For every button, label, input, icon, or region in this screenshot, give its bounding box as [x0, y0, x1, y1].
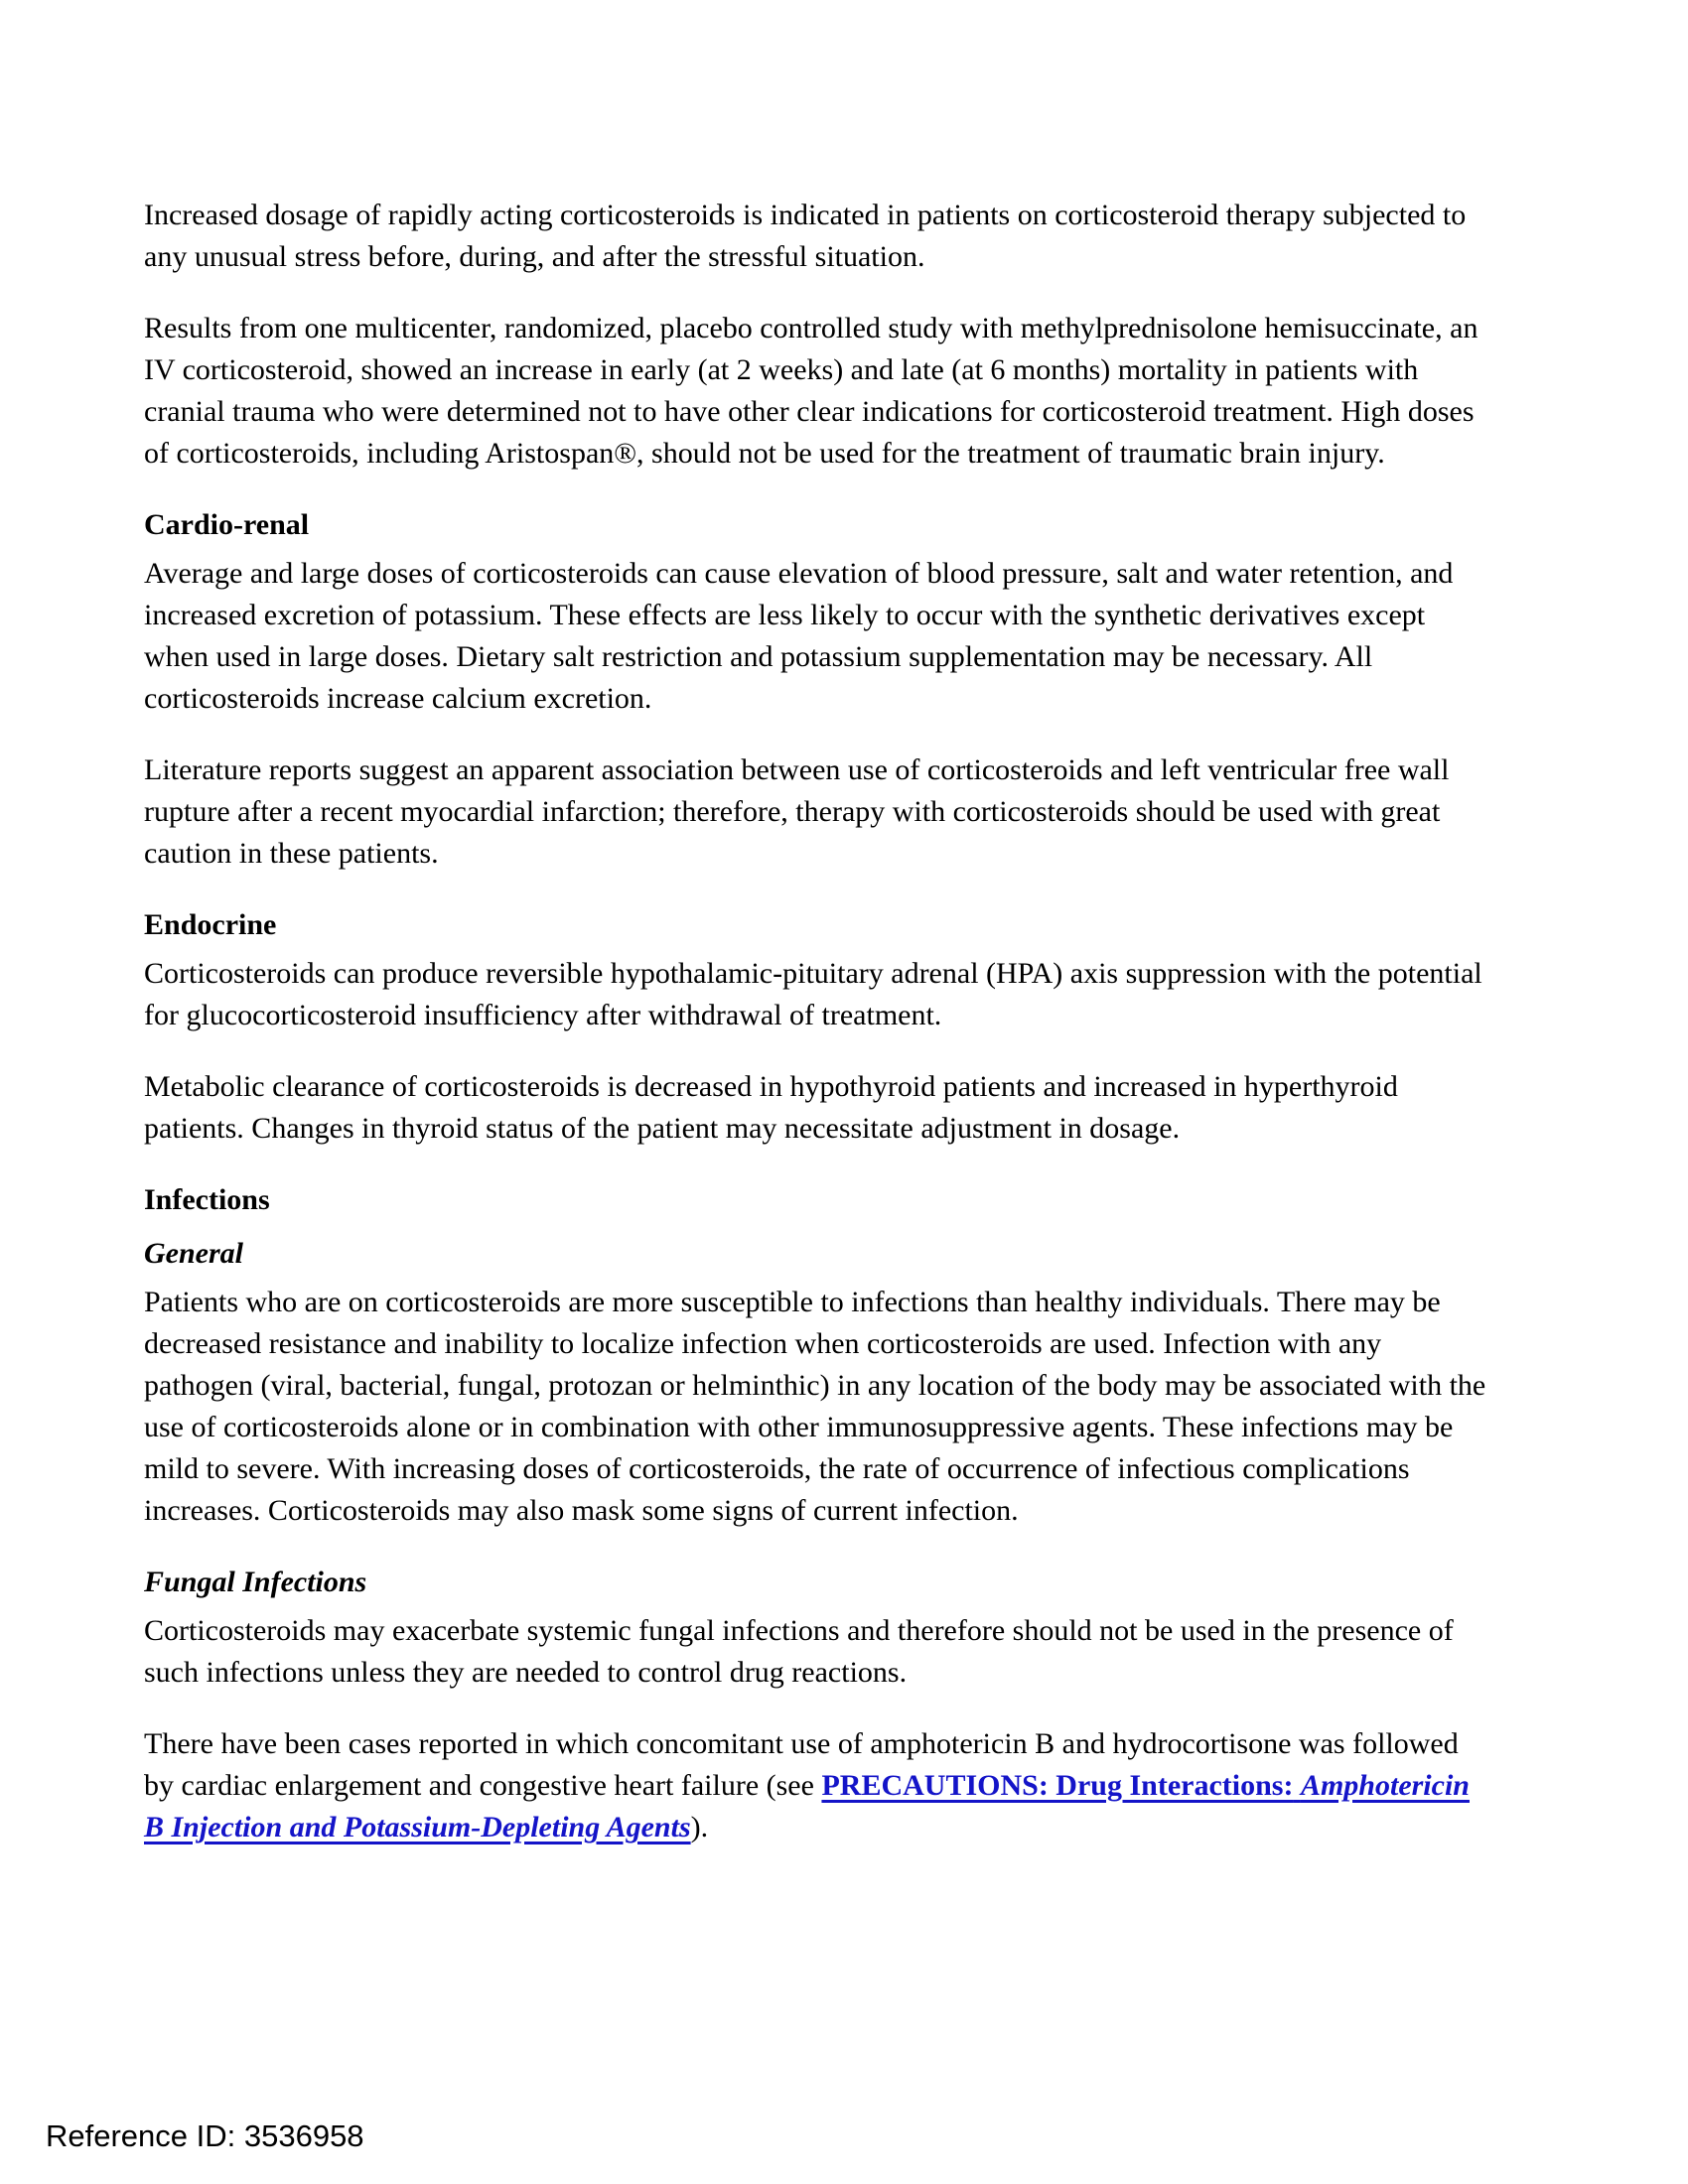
document-body [144, 195, 1494, 1878]
paragraph-cardio-renal-literature: Literature reports suggest an apparent association between use of corticosteroids and left ventricular free wall rupture after a recent myocardial infarction; therefore, therapy with corticosteroids should be used with great caution in these patients. [144, 753, 1450, 870]
paragraph-increased-dosage: Increased dosage of rapidly acting corticosteroids is indicated in patients on corticosteroid therapy subjected to any unusual stress before, during, and after the stressful situation. [144, 199, 1467, 273]
reference-id-label: Reference ID: 3536958 [46, 2118, 364, 2153]
paragraph-cardio-renal-doses: Average and large doses of corticosteroids can cause elevation of blood pressure, salt and water retention, and increased excretion of potassium. These effects are less likely to occur with the synthetic derivatives except when used in large doses. Dietary salt restriction and potassium supplementation may be necessary. All corticosteroids increase calcium excretion. [144, 557, 1454, 715]
heading-endocrine: Endocrine [144, 908, 277, 941]
amphotericin-text: There have been cases reported in which concomitant use of amphotericin B and hydrocortisone was followed by cardiac enlargement and congestive heart failure (see [144, 1727, 1459, 1802]
subheading-fungal-infections: Fungal Infections [144, 1566, 367, 1598]
paragraph-endocrine-metabolic: Metabolic clearance of corticosteroids is decreased in hypothyroid patients and increased in hyperthyroid patients. Changes in thyroid status of the patient may necessitate adjustment in dosage. [144, 1070, 1398, 1145]
paragraph-endocrine-hpa: Corticosteroids can produce reversible hypothalamic-pituitary adrenal (HPA) axis suppression with the potential for glucocorticosteroid insufficiency after withdrawal of treatment. [144, 957, 1482, 1031]
link-text-amphotericin-agents[interactable]: Amphotericin B Injection and Potassium-Depleting Agents [144, 1769, 1470, 1843]
amphotericin-closing-text: ). [690, 1811, 709, 1843]
paragraph-amphotericin-cases [144, 1723, 1494, 1848]
paragraph-fungal-exacerbate: Corticosteroids may exacerbate systemic fungal infections and therefore should not be used in the presence of such infections unless they are needed to control drug reactions. [144, 1614, 1454, 1689]
paragraph-infections-general: Patients who are on corticosteroids are more susceptible to infections than healthy individuals. There may be decreased resistance and inability to localize infection when corticosteroids are used. Infection with any pathogen (viral, bacterial, fungal, protozan or helminthic) in any location of the body may be associated with the use of corticosteroids alone or in combination with other immunosuppressive agents. These infections may be mild to severe. With increasing doses of corticosteroids, the rate of occurrence of infectious complications increases. Corticosteroids may also mask some signs of current infection. [144, 1286, 1486, 1527]
heading-infections: Infections [144, 1183, 270, 1216]
heading-cardio-renal: Cardio-renal [144, 508, 310, 541]
paragraph-methylprednisolone-study: Results from one multicenter, randomized, placebo controlled study with methylprednisolone hemisuccinate, an IV corticosteroid, showed an increase in early (at 2 weeks) and late (at 6 months) mortality in patients with cranial trauma who were determined not to have other clear indications for corticosteroid treatment. High doses of corticosteroids, including Aristospan®, should not be used for the treatment of traumatic brain injury. [144, 312, 1478, 470]
link-text-precautions[interactable]: PRECAUTIONS: Drug Interactions: [821, 1769, 1294, 1802]
subheading-general: General [144, 1237, 243, 1270]
